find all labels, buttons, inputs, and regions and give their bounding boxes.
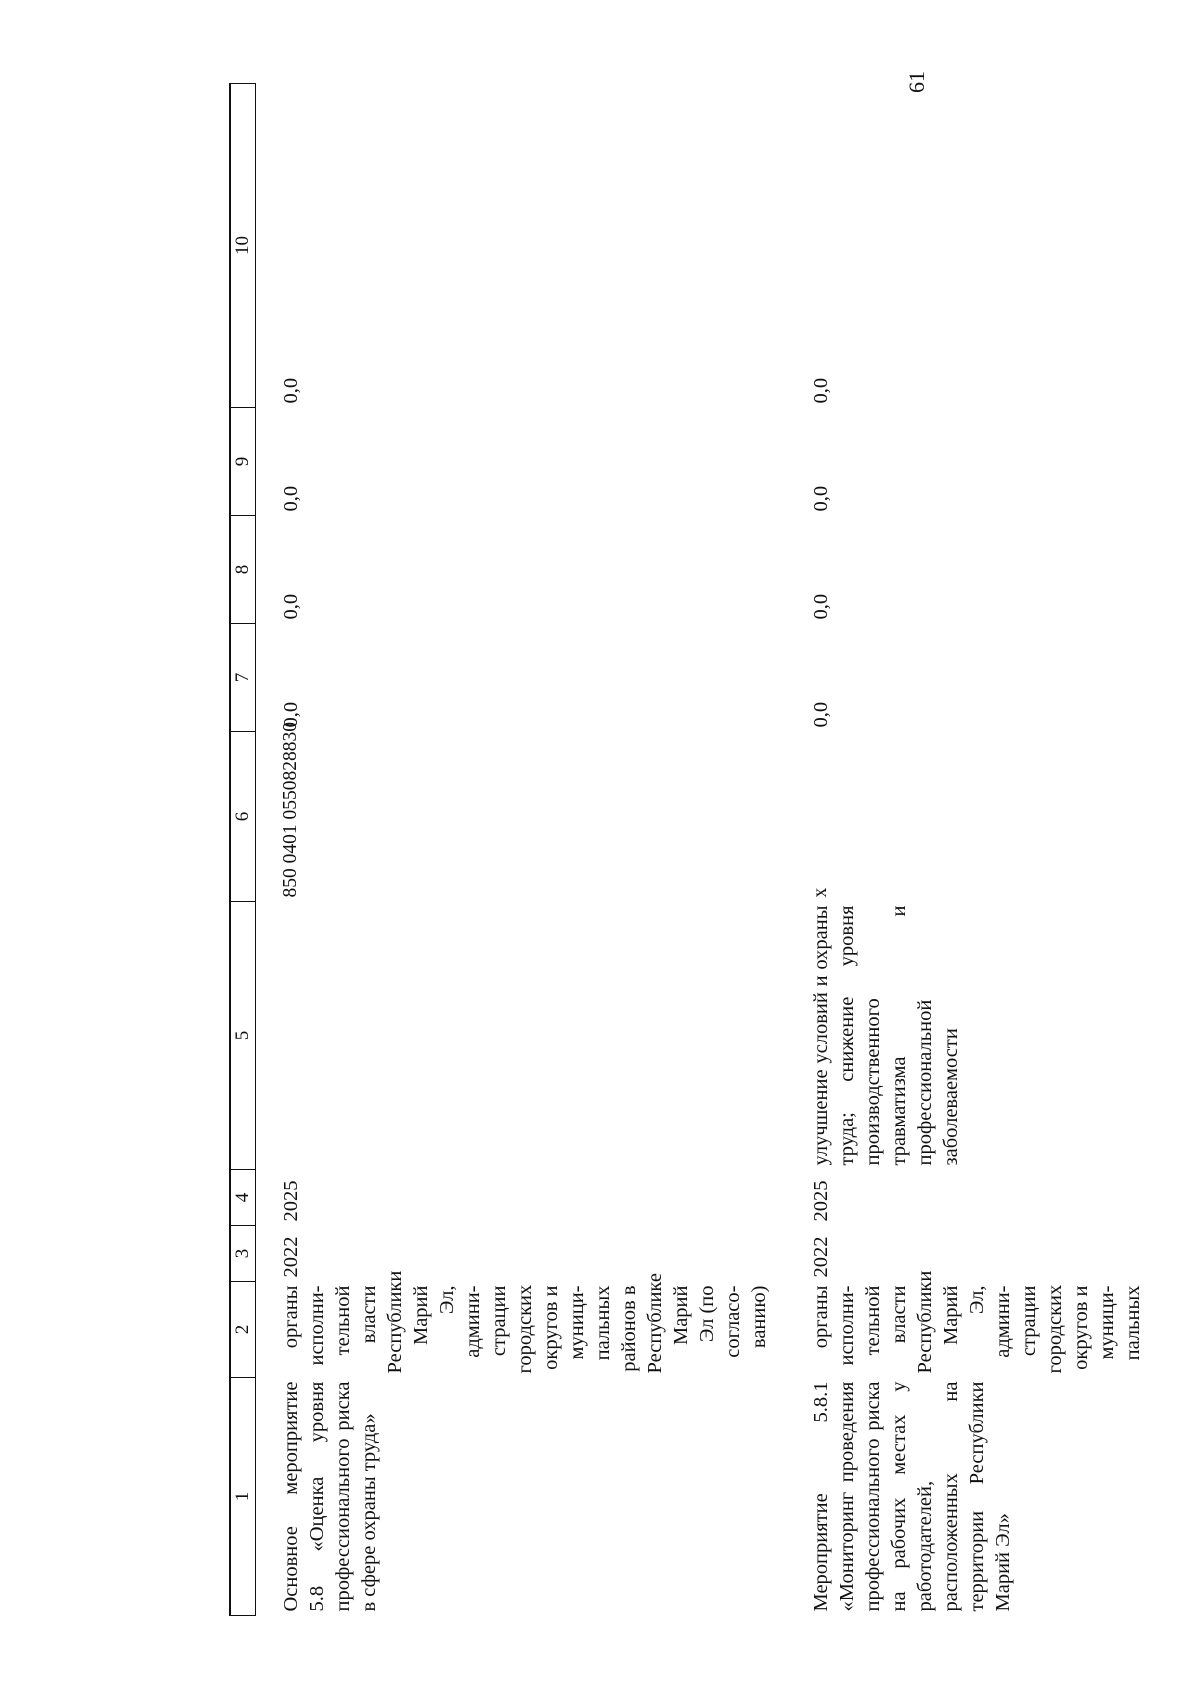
value-col-9: 0,0 [280,485,302,512]
expected-result: улучшение условий и охраны труда; снижение уровня производственного травматизма и профессиональной заболеваемости [810,905,962,1166]
column-number-3: 3 [230,1226,256,1282]
column-number-9: 9 [230,408,256,516]
executor: органы исполни-тельной власти Республики Марий Эл, админи-страции городских округов и муници-пальных [810,1270,1144,1374]
budget-code: 850 0401 0550828830 [280,722,301,898]
page-number: 61 [904,71,929,93]
program-table [229,83,1146,1616]
rotated-table-area [229,84,1144,1616]
column-number-8: 8 [230,516,256,624]
end-year: 2025 [810,1180,832,1222]
value-col-10: 0,0 [810,377,832,404]
value-col-8: 0,0 [810,593,832,620]
column-number-7: 7 [230,624,256,732]
value-col-8: 0,0 [280,593,302,620]
start-year: 2022 [810,1236,832,1278]
value-col-10: 0,0 [280,377,302,404]
measure-name: Мероприятие 5.8.1 «Мониторинг проведения профессионального риска на рабочих местах у работодателей, расположенных на территории Республики Марий Эл» [810,1381,1014,1612]
budget-code: х [810,887,831,898]
value-col-9: 0,0 [810,485,832,512]
table-row [256,84,773,1616]
value-col-7: 0,0 [810,701,832,728]
end-year: 2025 [280,1180,302,1222]
column-number-1: 1 [230,1378,256,1616]
column-number-4: 4 [230,1170,256,1226]
column-number-5: 5 [230,902,256,1170]
start-year: 2022 [280,1236,302,1278]
column-number-6: 6 [230,732,256,902]
table-row [772,84,1146,1616]
column-number-10: 10 [230,84,256,408]
value-col-7: 0,0 [280,701,302,728]
column-number-2: 2 [230,1282,256,1378]
column-number-row [230,84,256,1616]
executor: органы исполни-тельной власти Республики Марий Эл, админи-страции городских округов и муници-пальных районов в Республике Марий Эл (по согласо-ванию) [280,1270,770,1374]
measure-name: Основное мероприятие 5.8 «Оценка уровня профессионального риска в сфере охраны труда» [280,1381,380,1612]
expected-result [256,902,773,1170]
